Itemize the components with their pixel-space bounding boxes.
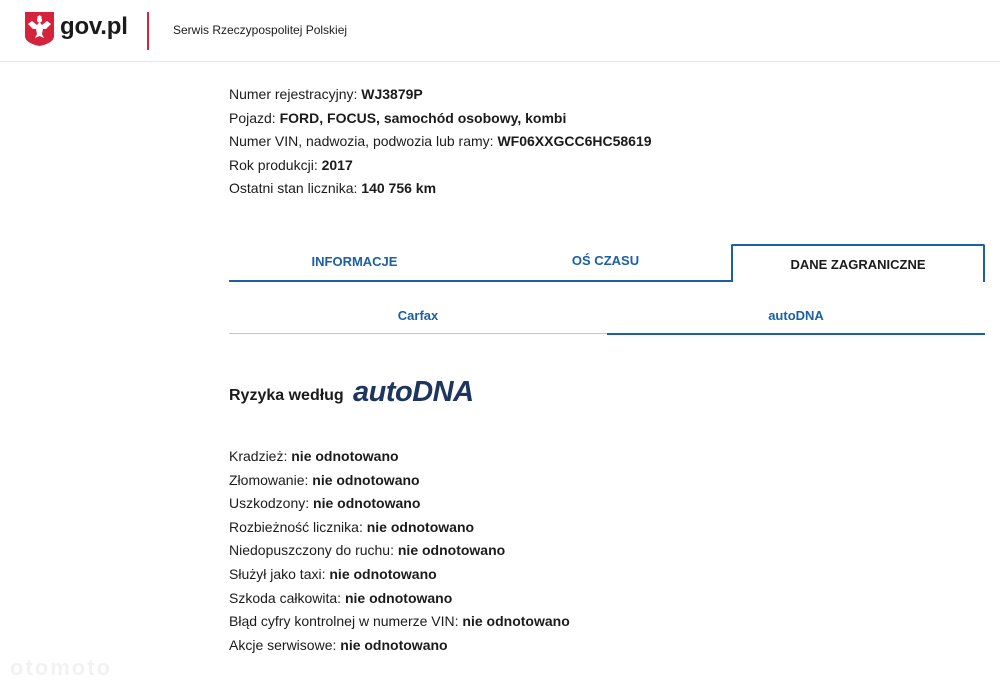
vin-label: Numer VIN, nadwozia, podwozia lub ramy: xyxy=(229,133,498,149)
autodna-logo: autoDNA xyxy=(353,376,474,408)
risk-item-taxi xyxy=(229,565,570,589)
header-divider xyxy=(147,12,149,50)
risk-title: Ryzyka według xyxy=(229,387,344,404)
registration-value: WJ3879P xyxy=(361,86,423,102)
production-year-value: 2017 xyxy=(321,156,353,173)
production-year-label: Rok produkcji: xyxy=(229,156,322,173)
risk-list xyxy=(229,447,570,659)
registration-row xyxy=(229,85,652,109)
registration-label: Numer rejestracyjny: xyxy=(229,86,362,102)
risk-label: Rozbieżność licznika: xyxy=(229,518,367,535)
risk-label: Niedopuszczony do ruchu: xyxy=(229,542,398,559)
subtab-carfax[interactable]: Carfax xyxy=(229,301,607,334)
vin-value: WF06XXGCC6HC58619 xyxy=(497,133,652,149)
vehicle-label: Pojazd: xyxy=(229,109,280,126)
risk-value: nie odnotowano xyxy=(329,565,437,582)
production-year-row xyxy=(229,156,652,180)
tab-os-czasu[interactable]: OŚ CZASU xyxy=(480,244,731,282)
risk-label: Szkoda całkowita: xyxy=(229,589,345,606)
risk-value: nie odnotowano xyxy=(340,636,448,653)
tab-informacje[interactable]: INFORMACJE xyxy=(229,244,480,282)
risk-item-scrapped xyxy=(229,471,570,495)
odometer-row xyxy=(229,179,652,203)
risk-label: Błąd cyfry kontrolnej w numerze VIN: xyxy=(229,613,463,630)
risk-label: Złomowanie: xyxy=(229,471,313,488)
odometer-value: 140 756 km xyxy=(361,180,437,196)
risk-item-total-loss xyxy=(229,589,570,613)
subtab-autodna[interactable]: autoDNA xyxy=(607,301,985,335)
risk-item-service-actions xyxy=(229,636,570,660)
risk-value: nie odnotowano xyxy=(313,495,421,512)
tab-dane-zagraniczne[interactable]: DANE ZAGRANICZNE xyxy=(731,244,985,282)
vehicle-info xyxy=(229,85,652,203)
risk-item-not-roadworthy xyxy=(229,541,570,565)
risk-value: nie odnotowano xyxy=(397,542,506,559)
vehicle-row xyxy=(229,109,652,133)
service-name: Serwis Rzeczypospolitej Polskiej xyxy=(173,23,348,37)
risk-value: nie odnotowano xyxy=(291,448,399,464)
risk-item-odometer xyxy=(229,518,570,542)
risk-value: nie odnotowano xyxy=(344,589,453,606)
polish-eagle-emblem-icon[interactable] xyxy=(25,12,54,46)
risk-label: Kradzież: xyxy=(229,448,292,464)
site-header xyxy=(0,0,1000,62)
vehicle-value: FORD, FOCUS, samochód osobowy, kombi xyxy=(279,109,567,126)
risk-value: nie odnotowano xyxy=(366,518,475,535)
watermark: otomoto xyxy=(10,655,112,680)
risk-item-damaged xyxy=(229,494,570,518)
main-tabs xyxy=(229,244,985,282)
gov-pl-logo[interactable]: gov.pl xyxy=(60,13,128,40)
sub-tabs xyxy=(229,301,985,335)
risk-item-vin-check-digit xyxy=(229,612,570,636)
risk-label: Uszkodzony: xyxy=(229,495,314,512)
vin-row xyxy=(229,132,652,156)
risk-item-theft xyxy=(229,447,570,471)
risk-value: nie odnotowano xyxy=(312,471,420,488)
risk-label: Akcje serwisowe: xyxy=(229,636,341,653)
odometer-label: Ostatni stan licznika: xyxy=(229,180,362,196)
risk-label: Służył jako taxi: xyxy=(229,565,330,582)
risk-value: nie odnotowano xyxy=(462,613,570,630)
